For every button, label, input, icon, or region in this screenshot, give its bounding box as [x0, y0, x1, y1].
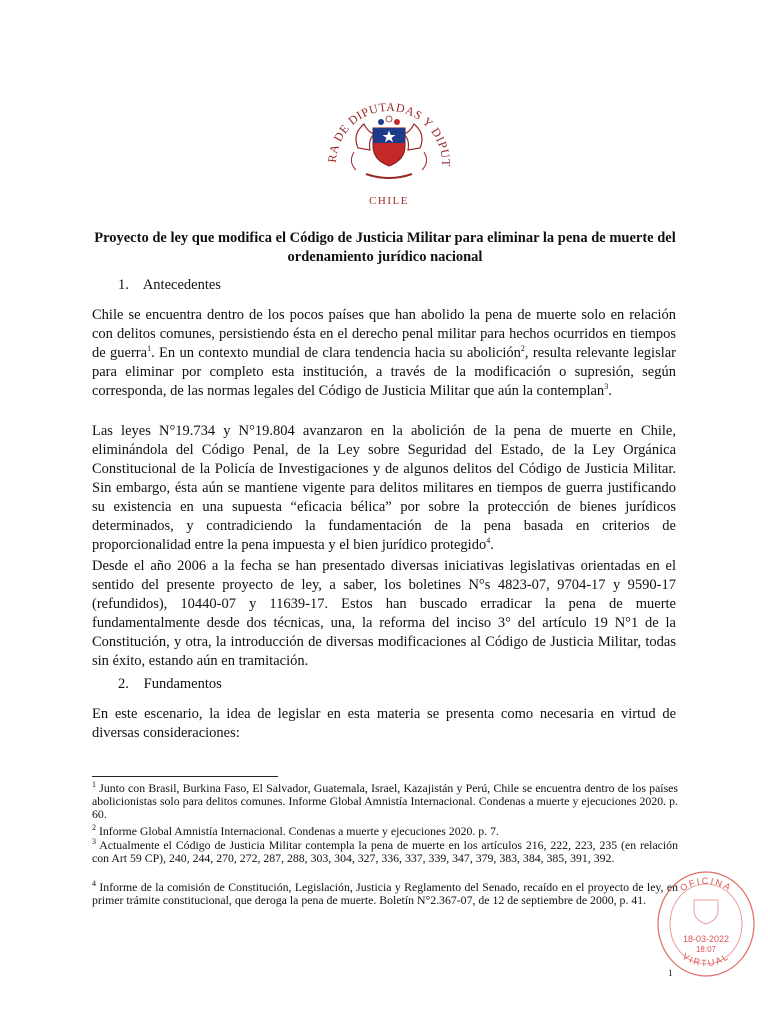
seal-bottom-text: CHILE	[369, 195, 409, 207]
footnote-separator	[92, 776, 278, 777]
footnote-ref[interactable]: 4	[486, 536, 491, 546]
text-run: .	[490, 537, 494, 553]
section-number: 2.	[118, 676, 129, 692]
document-title: Proyecto de ley que modifica el Código de Justicia Militar para eliminar la pena de muerte del ordenamiento jurídico nacional	[94, 230, 676, 265]
footnote-number: 3	[92, 837, 96, 847]
svg-text:OFICINA	[678, 876, 734, 893]
footnote-text: Actualmente el Código de Justicia Militar contempla la pena de muerte en los artículos 216, 222, 223, 235 (en relación con Art 59 CP), 240, 244, 270, 272, 287, 288, 303, 304, 327, 336, 337, 339, 347, 379, 383, 384, 385, 391, 392.	[92, 838, 678, 866]
footnote-text: Informe Global Amnistía Internacional. Condenas a muerte y ejecuciones 2020. p. 7.	[98, 824, 499, 838]
oficina-virtual-stamp	[654, 866, 758, 982]
footnote-ref[interactable]: 2	[520, 344, 525, 354]
text-run: Las leyes N°19.734 y N°19.804 avanzaron en la abolición de la pena de muerte en Chile, eliminándola del Código Penal, de la Ley sobre Seguridad del Estado, de la Ley Orgánica Constitucional de la Policía de Investigaciones y de algunos delitos del Código de Justicia Militar. Sin embargo, ésta aún se mantiene vigente para delitos militares en tiempos de guerra justificando su existencia en una supuesta “eficacia bélica” por sobre la protección de bienes jurídicos determinados, y contradiciendo la fundamentación de la pena basada en criterios de proporcionalidad entre la pena impuesta y el bien jurídico protegido	[92, 423, 676, 553]
paragraph-1	[92, 306, 676, 401]
footnote-text: Junto con Brasil, Burkina Faso, El Salvador, Guatemala, Israel, Kazajistán y Perú, Chile se encuentra dentro de los países abolicionistas solo para delitos comunes. Informe Global Amnistía Internacional. Condenas a muerte y ejecuciones 2020. p. 60.	[92, 781, 678, 822]
stamp-bottom-text: VIRTUAL	[680, 950, 732, 969]
footnote-text: Informe de la comisión de Constitución, Legislación, Justicia y Reglamento del Senado, recaído en el proyecto de ley, en primer trámite constitucional, que deroga la pena de muerte. Boletín N°2.367-07, de 12 de septiembre de 2000, p. 41.	[92, 880, 679, 908]
paragraph-2	[92, 422, 676, 555]
text-run: , resulta relevante legislar para eliminar por completo esta institución, a través de la modificación o supresión, según corresponda, de las normas legales del Código de Justicia Militar que aún la contemplan	[92, 345, 677, 399]
footnote-number: 4	[92, 879, 96, 889]
section-label: Fundamentos	[143, 676, 222, 692]
footnote-number: 1	[92, 780, 96, 790]
footnote-3	[92, 839, 678, 865]
footnote-2	[92, 825, 678, 838]
text-run: Chile se encuentra dentro de los pocos países que han abolido la pena de muerte solo en relación con delitos comunes, persistiendo ésta en el derecho penal militar para hechos ocurridos en tiempos de guerra	[92, 307, 676, 361]
section-label: Antecedentes	[142, 277, 221, 293]
text-run: . En un contexto mundial de clara tendencia hacia su abolición	[151, 345, 521, 361]
paragraph-3: Desde el año 2006 a la fecha se han presentado diversas iniciativas legislativas orientadas en el sentido del presente proyecto de ley, a saber, los boletines N°s 4823-07, 9704-17 y 9590-17 (refundidos), 10440-07 y 11639-17. Estos han buscado erradicar la pena de muerte fundamentalmente desde dos técnicas, una, la reforma del inciso 3° del artículo 19 N°1 de la Constitución, y otra, la introducción de diversas modificaciones al Código de Justicia Militar, todas sin éxito, estando aún en tramitación.	[92, 558, 676, 669]
footnote-4	[92, 881, 678, 907]
footnote-1	[92, 782, 678, 822]
stamp-date: 18-03-2022	[682, 934, 730, 944]
stamp-time: 18:07	[695, 945, 717, 954]
footnote-ref[interactable]: 1	[147, 344, 152, 354]
seal-top-text: RA DE DIPUTADAS Y DIPUT	[324, 99, 454, 167]
section-heading-antecedentes	[118, 277, 221, 294]
section-heading-fundamentos	[118, 676, 222, 693]
stamp-top-text: OFICINA	[678, 876, 734, 894]
section-number: 1.	[118, 277, 129, 293]
chamber-seal-logo	[318, 82, 460, 212]
footnote-number: 2	[92, 823, 96, 833]
text-run: .	[608, 383, 612, 399]
paragraph-4: En este escenario, la idea de legislar en esta materia se presenta como necesaria en virtud de diversas consideraciones:	[92, 706, 676, 741]
footnote-ref[interactable]: 3	[604, 382, 609, 392]
page-number: 1	[668, 968, 673, 978]
